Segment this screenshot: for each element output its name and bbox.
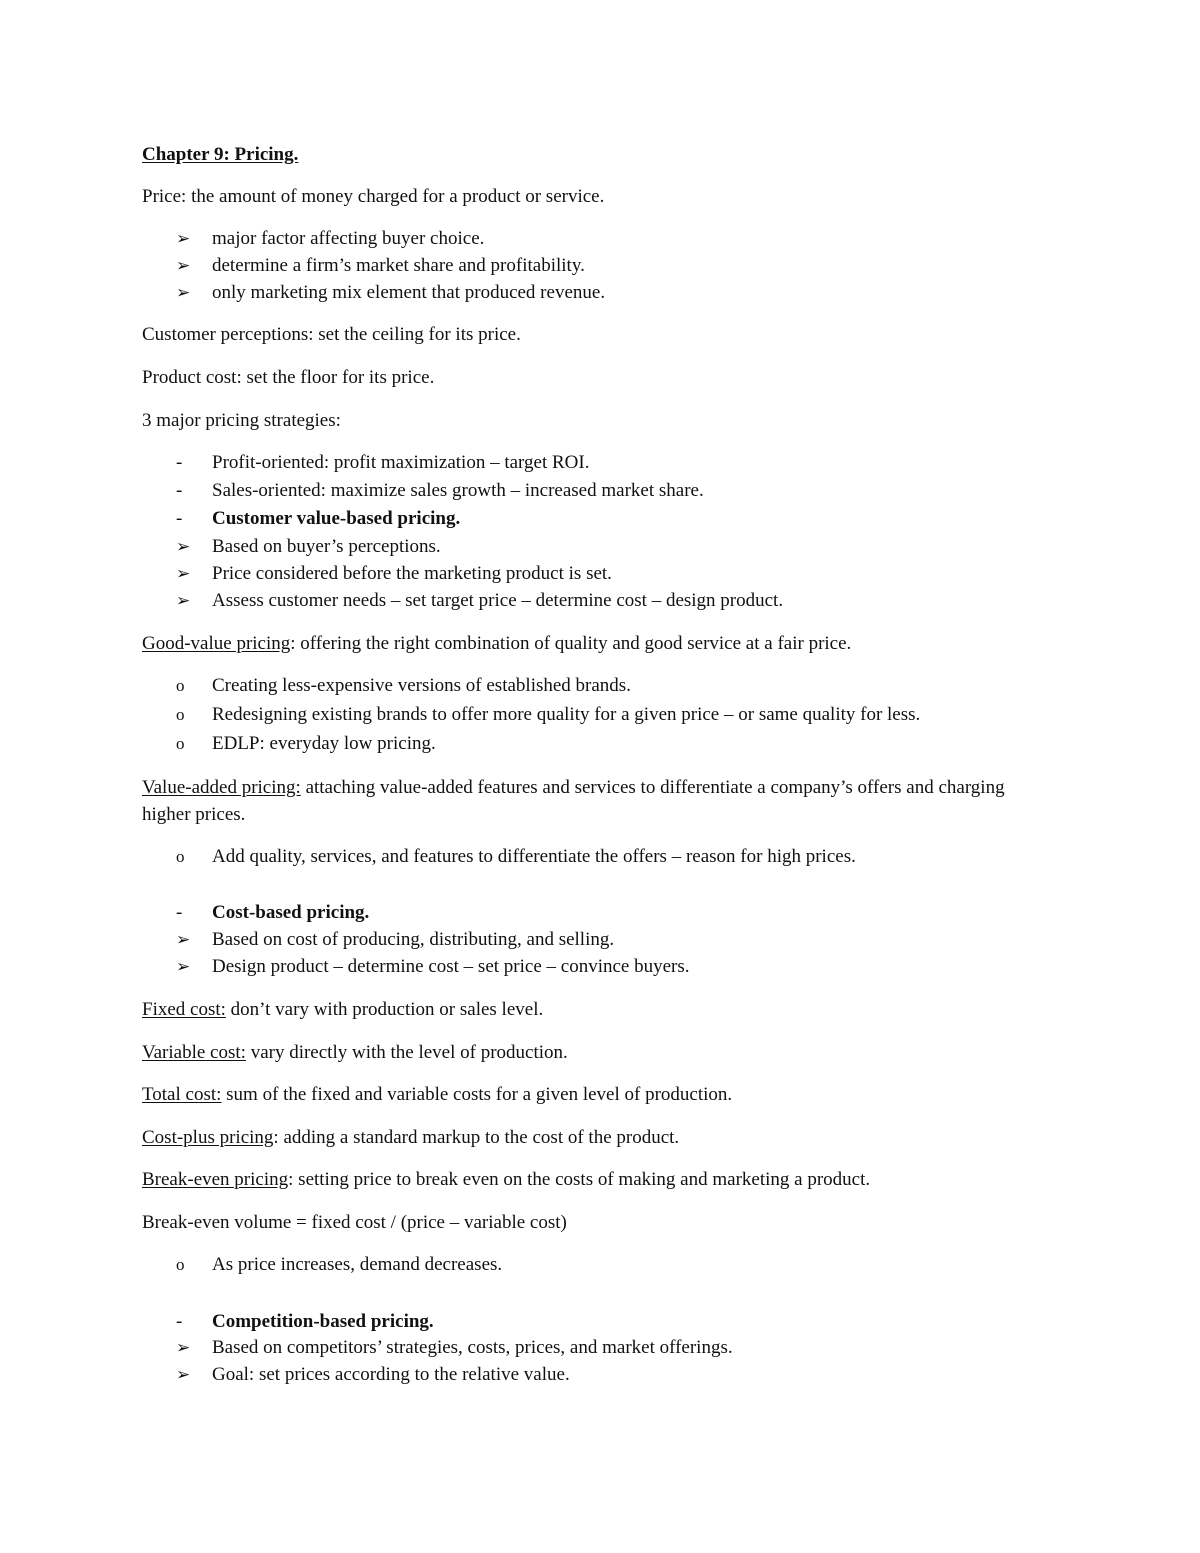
definition-text: don’t vary with production or sales level. bbox=[225, 999, 544, 1020]
price-definition: Price: the amount of money charged for a product or service. bbox=[142, 186, 605, 207]
value-added-text: attaching value-added features and services to differentiate a company’s offers and charging higher prices. bbox=[142, 777, 1005, 825]
good-value-point: EDLP: everyday low pricing. bbox=[212, 733, 436, 754]
cost-based-point: Based on cost of producing, distributing, and selling. bbox=[212, 929, 615, 950]
definition-term: Variable cost: bbox=[142, 1042, 246, 1063]
arrow-bullet-icon: ➢ bbox=[176, 537, 191, 557]
good-value-point: Redesigning existing brands to offer more quality for a given price – or same quality for less. bbox=[212, 704, 921, 725]
competition-heading: Competition-based pricing. bbox=[212, 1311, 434, 1332]
definition-text: : setting price to break even on the costs of making and marketing a product. bbox=[288, 1169, 871, 1190]
strategy-item: Sales-oriented: maximize sales growth – increased market share. bbox=[212, 480, 704, 501]
strategies-intro: 3 major pricing strategies: bbox=[142, 410, 341, 431]
customer-value-point: Based on buyer’s perceptions. bbox=[212, 536, 441, 557]
arrow-bullet-icon: ➢ bbox=[176, 1338, 191, 1358]
value-added-term: Value-added pricing: bbox=[142, 777, 301, 798]
strategy-item: Profit-oriented: profit maximization – target ROI. bbox=[212, 452, 590, 473]
dash-bullet: - bbox=[176, 902, 183, 923]
price-point: determine a firm’s market share and profitability. bbox=[212, 255, 585, 276]
definition-term: Break-even pricing bbox=[142, 1169, 289, 1190]
definition-term: Total cost: bbox=[142, 1084, 222, 1105]
arrow-bullet-icon: ➢ bbox=[176, 564, 191, 584]
customer-value-point: Price considered before the marketing product is set. bbox=[212, 563, 612, 584]
customer-value-heading: Customer value-based pricing. bbox=[212, 508, 461, 529]
cost-based-point: Design product – determine cost – set price – convince buyers. bbox=[212, 956, 690, 977]
definition-text: sum of the fixed and variable costs for a given level of production. bbox=[221, 1084, 733, 1105]
competition-point: Based on competitors’ strategies, costs, prices, and market offerings. bbox=[212, 1337, 733, 1358]
value-added-definition bbox=[142, 774, 1052, 828]
product-cost: Product cost: set the floor for its price. bbox=[142, 367, 435, 388]
good-value-point: Creating less-expensive versions of established brands. bbox=[212, 675, 631, 696]
arrow-bullet-icon: ➢ bbox=[176, 1365, 191, 1385]
break-even-definition bbox=[142, 1168, 870, 1192]
arrow-bullet-icon: ➢ bbox=[176, 930, 191, 950]
customer-value-point: Assess customer needs – set target price – determine cost – design product. bbox=[212, 590, 784, 611]
good-value-text: : offering the right combination of quality and good service at a fair price. bbox=[290, 633, 852, 654]
dash-bullet: - bbox=[176, 480, 183, 501]
value-added-point: Add quality, services, and features to differentiate the offers – reason for high prices. bbox=[212, 846, 856, 867]
cost-plus-definition bbox=[142, 1126, 679, 1150]
circle-bullet-icon: o bbox=[176, 847, 185, 866]
good-value-term: Good-value pricing bbox=[142, 633, 291, 654]
price-point: only marketing mix element that produced revenue. bbox=[212, 282, 606, 303]
chapter-title: Chapter 9: Pricing. bbox=[142, 144, 299, 165]
dash-bullet: - bbox=[176, 452, 183, 473]
circle-bullet-icon: o bbox=[176, 1255, 185, 1274]
definition-term: Fixed cost: bbox=[142, 999, 226, 1020]
break-even-formula: Break-even volume = fixed cost / (price – variable cost) bbox=[142, 1212, 567, 1233]
arrow-bullet-icon: ➢ bbox=[176, 229, 191, 249]
total-cost-definition bbox=[142, 1083, 732, 1107]
circle-bullet-icon: o bbox=[176, 705, 185, 724]
cost-based-heading: Cost-based pricing. bbox=[212, 902, 370, 923]
good-value-definition bbox=[142, 632, 851, 656]
arrow-bullet-icon: ➢ bbox=[176, 256, 191, 276]
customer-perceptions: Customer perceptions: set the ceiling for its price. bbox=[142, 324, 521, 345]
definition-term: Cost-plus pricing bbox=[142, 1127, 274, 1148]
circle-bullet-icon: o bbox=[176, 676, 185, 695]
price-point: major factor affecting buyer choice. bbox=[212, 228, 485, 249]
dash-bullet: - bbox=[176, 508, 183, 529]
competition-point: Goal: set prices according to the relative value. bbox=[212, 1364, 570, 1385]
arrow-bullet-icon: ➢ bbox=[176, 591, 191, 611]
definition-text: : adding a standard markup to the cost of the product. bbox=[273, 1127, 680, 1148]
variable-cost-definition bbox=[142, 1041, 568, 1065]
definition-text: vary directly with the level of production. bbox=[245, 1042, 568, 1063]
arrow-bullet-icon: ➢ bbox=[176, 957, 191, 977]
fixed-cost-definition bbox=[142, 998, 543, 1022]
dash-bullet: - bbox=[176, 1311, 183, 1332]
demand-point: As price increases, demand decreases. bbox=[212, 1254, 503, 1275]
circle-bullet-icon: o bbox=[176, 734, 185, 753]
arrow-bullet-icon: ➢ bbox=[176, 283, 191, 303]
